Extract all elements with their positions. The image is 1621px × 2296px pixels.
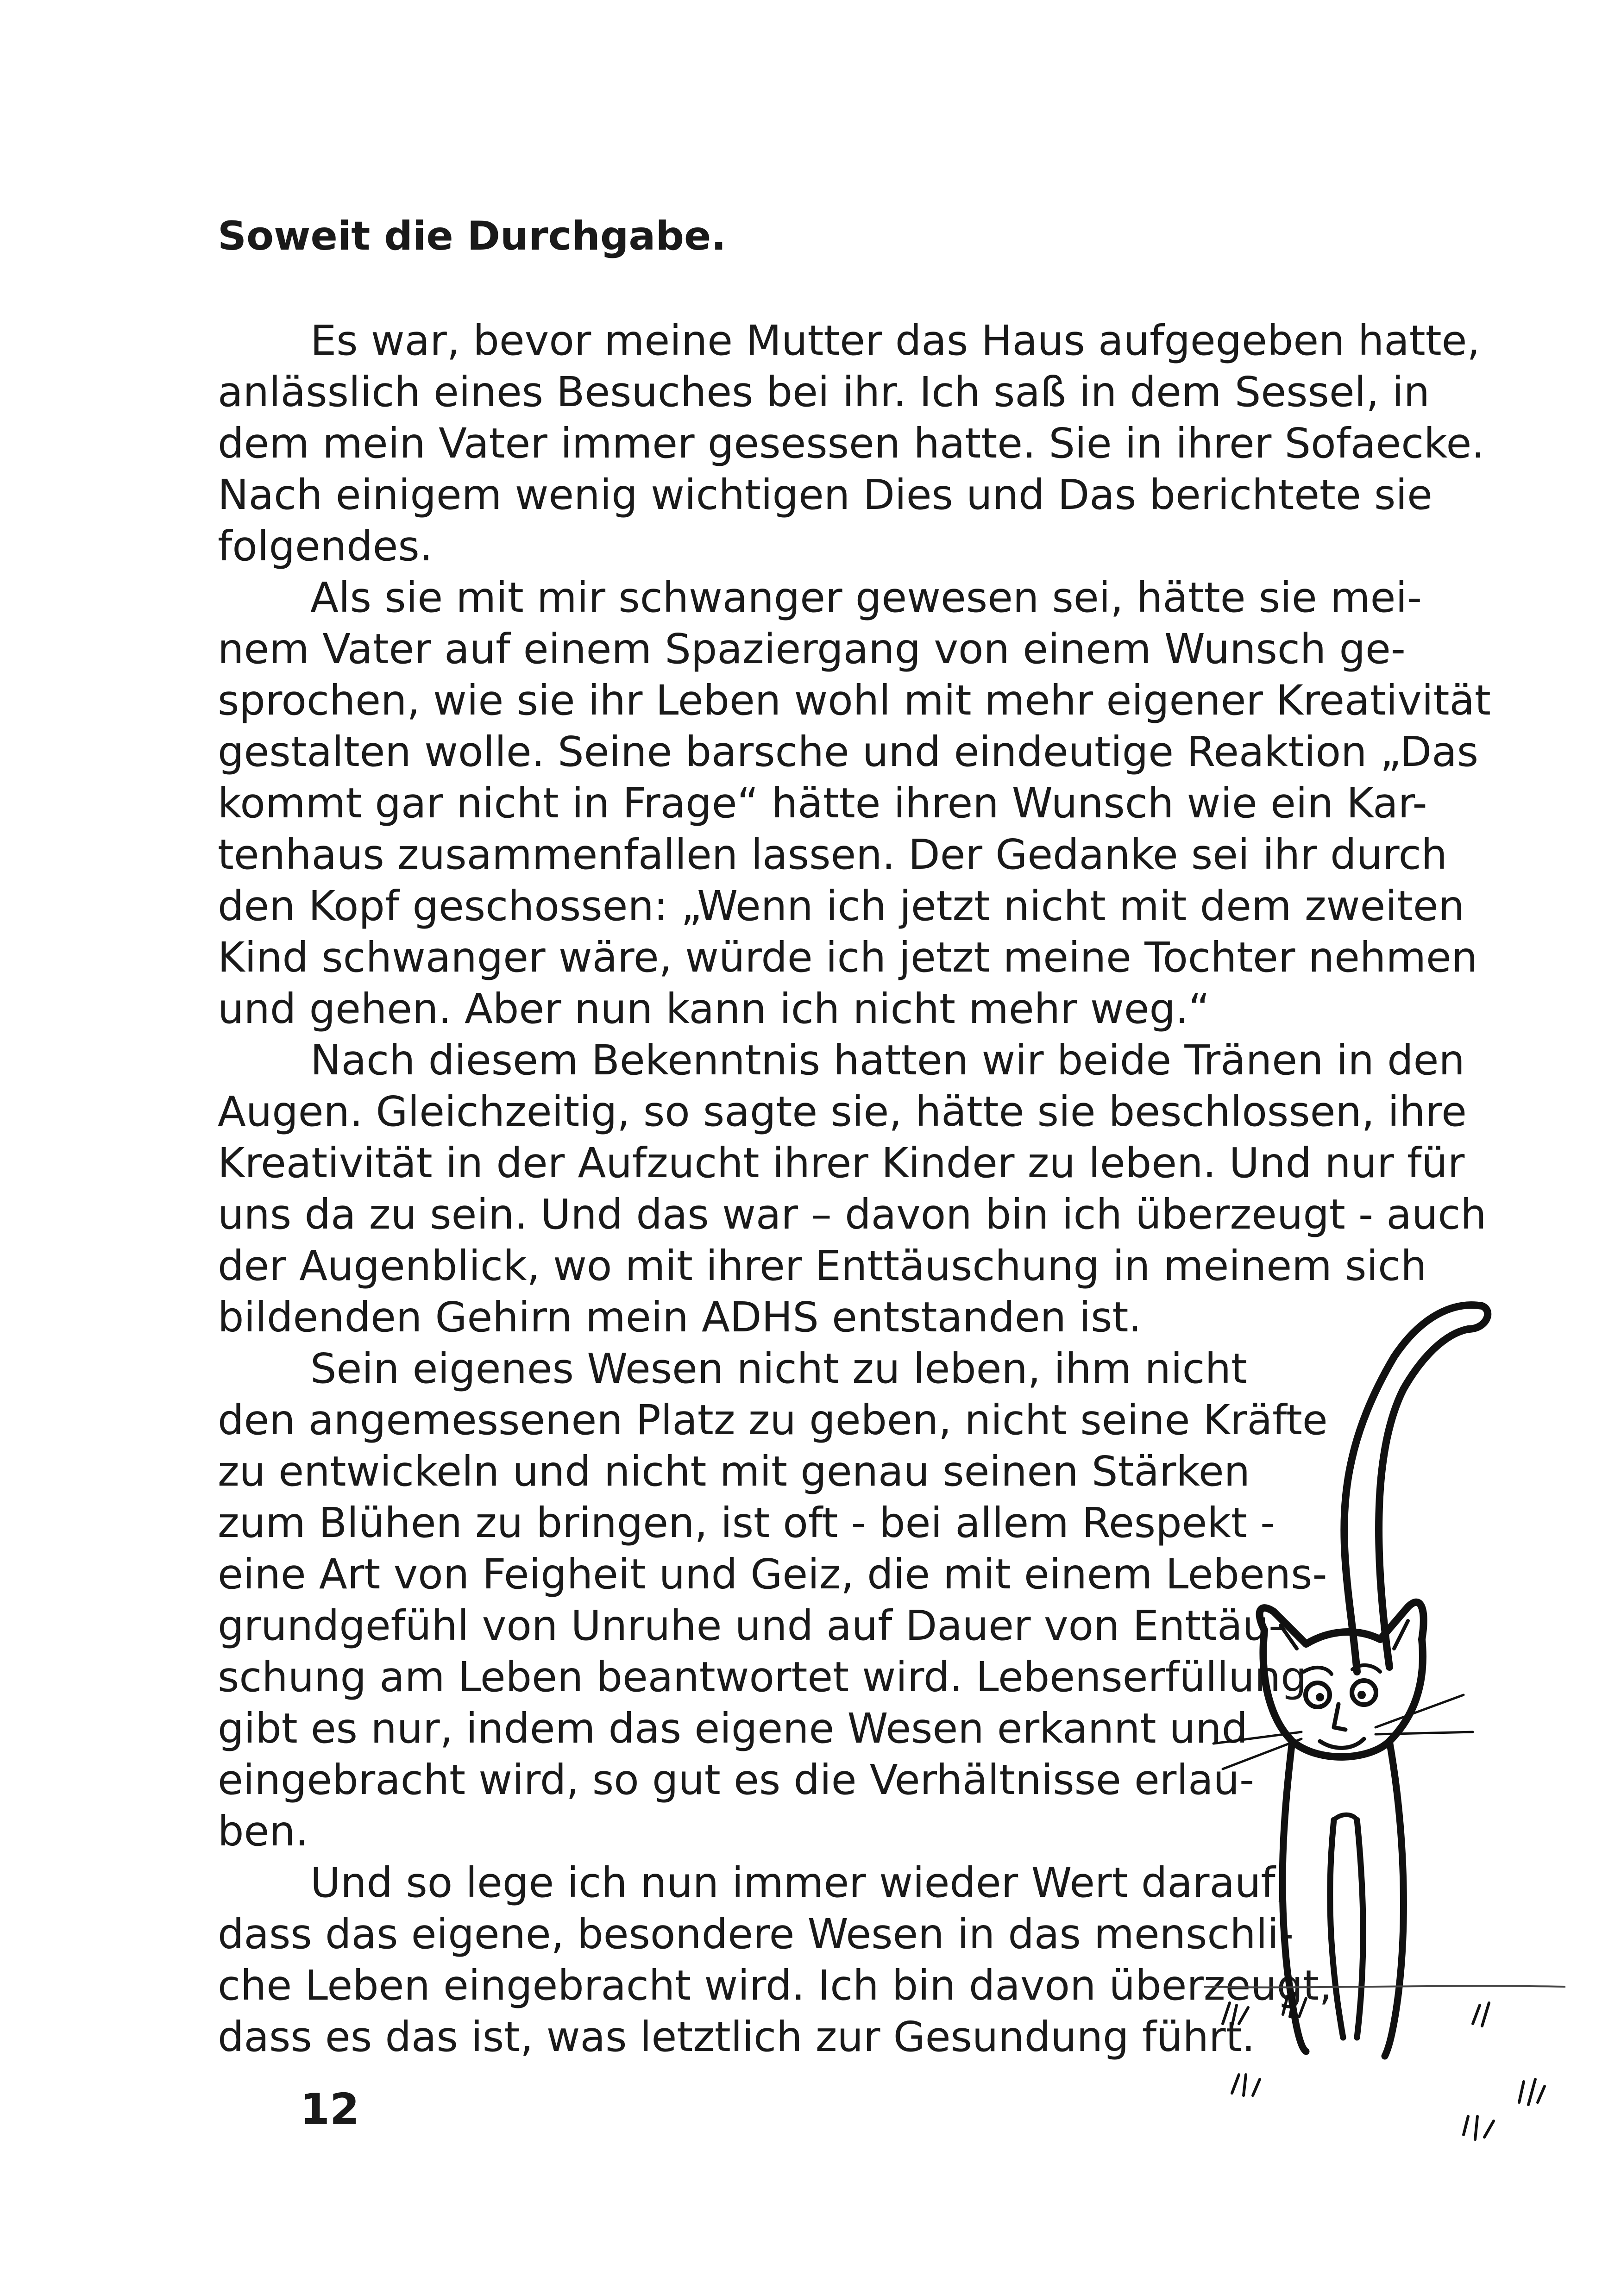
text-line: Und so lege ich nun immer wieder Wert darauf, — [310, 1858, 1289, 1907]
text-line: dem mein Vater immer gesessen hatte. Sie in ihrer Sofaecke. — [218, 419, 1485, 467]
text-line: kommt gar nicht in Frage“ hätte ihren Wunsch wie ein Kar- — [218, 779, 1427, 827]
text-line: Kreativität in der Aufzucht ihrer Kinder zu leben. Und nur für — [218, 1139, 1465, 1187]
text-line: uns da zu sein. Und das war – davon bin ich überzeugt - auch — [218, 1190, 1487, 1238]
text-line: Sein eigenes Wesen nicht zu leben, ihm nicht — [310, 1344, 1247, 1393]
text-line: den Kopf geschossen: „Wenn ich jetzt nicht mit dem zweiten — [218, 882, 1464, 930]
text-line: sprochen, wie sie ihr Leben wohl mit mehr eigener Kreativität — [218, 676, 1491, 724]
text-line: zu entwickeln und nicht mit genau seinen Stärken — [218, 1447, 1250, 1495]
text-line: Es war, bevor meine Mutter das Haus aufgegeben hatte, — [310, 316, 1480, 364]
section-heading: Soweit die Durchgabe. — [218, 213, 727, 259]
text-line: gibt es nur, indem das eigene Wesen erkannt und — [218, 1704, 1248, 1752]
text-line: zum Blühen zu bringen, ist oft - bei allem Respekt - — [218, 1499, 1275, 1547]
text-line: Augen. Gleichzeitig, so sagte sie, hätte sie beschlossen, ihre — [218, 1087, 1467, 1135]
text-line: der Augenblick, wo mit ihrer Enttäuschung in meinem sich — [218, 1242, 1427, 1290]
text-line: ben. — [218, 1807, 308, 1855]
text-line: Als sie mit mir schwanger gewesen sei, hätte sie mei- — [310, 573, 1422, 621]
text-line: eingebracht wird, so gut es die Verhältnisse erlau- — [218, 1756, 1255, 1804]
text-line: Nach einigem wenig wichtigen Dies und Das berichtete sie — [218, 470, 1433, 519]
text-line: und gehen. Aber nun kann ich nicht mehr weg.“ — [218, 985, 1210, 1033]
text-line: gestalten wolle. Seine barsche und eindeutige Reaktion „Das — [218, 728, 1479, 776]
page-number: 12 — [300, 2084, 360, 2134]
text-line: dass es das ist, was letztlich zur Gesundung führt. — [218, 2013, 1255, 2061]
text-line: tenhaus zusammenfallen lassen. Der Gedanke sei ihr durch — [218, 830, 1447, 878]
text-line: schung am Leben beantwortet wird. Lebenserfüllung — [218, 1653, 1307, 1701]
text-line: den angemessenen Platz zu geben, nicht seine Kräfte — [218, 1396, 1328, 1444]
text-line: Nach diesem Bekenntnis hatten wir beide Tränen in den — [310, 1036, 1465, 1084]
text-line: eine Art von Feigheit und Geiz, die mit einem Lebens- — [218, 1550, 1327, 1598]
cat-illustration — [1204, 1287, 1565, 2195]
text-line: Kind schwanger wäre, würde ich jetzt meine Tochter nehmen — [218, 933, 1478, 981]
text-line: dass das eigene, besondere Wesen in das menschli- — [218, 1910, 1294, 1958]
text-line: bildenden Gehirn mein ADHS entstanden ist. — [218, 1293, 1142, 1341]
text-line: grundgefühl von Unruhe und auf Dauer von Enttäu- — [218, 1601, 1284, 1650]
text-line: folgendes. — [218, 522, 433, 570]
text-line: anlässlich eines Besuches bei ihr. Ich saß in dem Sessel, in — [218, 368, 1430, 416]
text-line: nem Vater auf einem Spaziergang von einem Wunsch ge- — [218, 625, 1406, 673]
text-line: che Leben eingebracht wird. Ich bin davon überzeugt, — [218, 1961, 1332, 2009]
